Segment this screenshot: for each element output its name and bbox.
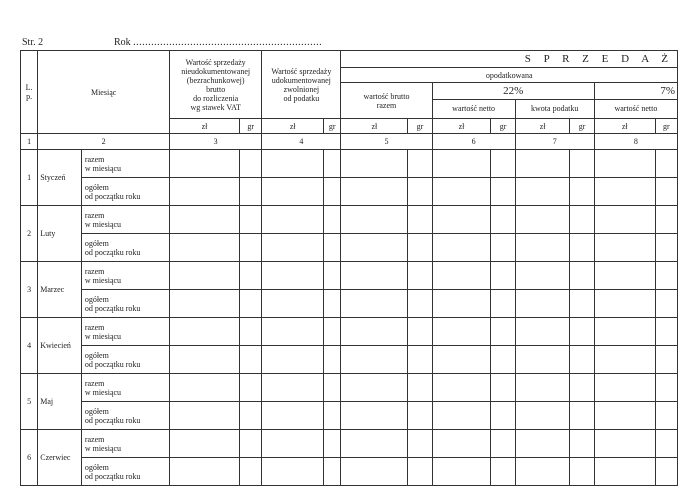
rate22-block [432, 83, 594, 119]
amount-gr-cell[interactable] [408, 178, 432, 206]
col-lp-header: L. p. [21, 51, 38, 134]
amount-gr-cell[interactable] [570, 262, 594, 290]
amount-zl-cell[interactable] [262, 346, 324, 374]
amount-zl-cell[interactable] [515, 430, 570, 458]
amount-zl-cell[interactable] [515, 234, 570, 262]
amount-zl-cell[interactable] [341, 318, 408, 346]
amount-zl-cell[interactable] [341, 234, 408, 262]
amount-zl-cell[interactable] [262, 458, 324, 486]
month-name: Marzec [38, 262, 82, 318]
amount-zl-cell[interactable] [594, 318, 655, 346]
amount-zl-cell[interactable] [432, 346, 491, 374]
amount-gr-cell[interactable] [240, 150, 262, 178]
row-label-cumulative: ogółem od początku roku [81, 178, 169, 206]
amount-gr-cell[interactable] [240, 430, 262, 458]
amount-gr-cell[interactable] [324, 178, 341, 206]
unit-zl: zł [594, 119, 655, 134]
year-dots: ............................................................... [133, 37, 323, 48]
amount-zl-cell[interactable] [594, 346, 655, 374]
amount-gr-cell[interactable] [324, 234, 341, 262]
amount-zl-cell[interactable] [432, 318, 491, 346]
tax-header: kwota podatku [531, 104, 579, 113]
amount-zl-cell[interactable] [170, 206, 240, 234]
unit-gr: gr [240, 119, 262, 134]
amount-zl-cell[interactable] [341, 206, 408, 234]
amount-gr-cell[interactable] [570, 346, 594, 374]
column-number: 4 [262, 134, 341, 150]
month-row [21, 430, 678, 458]
amount-zl-cell[interactable] [594, 430, 655, 458]
month-row [21, 178, 678, 206]
column-number: 8 [594, 134, 677, 150]
amount-zl-cell[interactable] [170, 318, 240, 346]
sales-header: S P R Z E D A Ż [341, 51, 678, 68]
row-label-monthly: razem w miesiącu [81, 262, 169, 290]
column-number: 3 [170, 134, 262, 150]
amount-gr-cell[interactable] [240, 262, 262, 290]
amount-gr-cell[interactable] [408, 234, 432, 262]
amount-zl-cell[interactable] [262, 150, 324, 178]
amount-zl-cell[interactable] [262, 206, 324, 234]
row-label-cumulative: ogółem od początku roku [81, 234, 169, 262]
amount-zl-cell[interactable] [432, 402, 491, 430]
col-gross-header: wartość brutto razem [341, 83, 432, 119]
amount-gr-cell[interactable] [240, 402, 262, 430]
amount-gr-cell[interactable] [655, 150, 677, 178]
amount-zl-cell[interactable] [432, 234, 491, 262]
amount-zl-cell[interactable] [432, 374, 491, 402]
amount-zl-cell[interactable] [170, 346, 240, 374]
month-row [21, 262, 678, 290]
row-number: 5 [21, 374, 38, 430]
unit-zl: zł [341, 119, 408, 134]
month-row [21, 346, 678, 374]
amount-gr-cell[interactable] [240, 374, 262, 402]
row-label-cumulative: ogółem od początku roku [81, 346, 169, 374]
amount-gr-cell[interactable] [655, 178, 677, 206]
amount-gr-cell[interactable] [570, 178, 594, 206]
amount-zl-cell[interactable] [432, 290, 491, 318]
amount-zl-cell[interactable] [515, 374, 570, 402]
amount-gr-cell[interactable] [240, 206, 262, 234]
amount-zl-cell[interactable] [262, 234, 324, 262]
amount-gr-cell[interactable] [408, 290, 432, 318]
amount-gr-cell[interactable] [408, 262, 432, 290]
col-undoc-header: Wartość sprzedaży nieudokumentowanej (bezrachunkowej) brutto do rozliczenia wg stawek VAT [170, 51, 262, 119]
amount-gr-cell[interactable] [491, 346, 515, 374]
amount-gr-cell[interactable] [324, 402, 341, 430]
column-number: 6 [432, 134, 515, 150]
amount-zl-cell[interactable] [170, 402, 240, 430]
unit-zl: zł [262, 119, 324, 134]
amount-gr-cell[interactable] [408, 318, 432, 346]
amount-gr-cell[interactable] [324, 458, 341, 486]
month-name: Kwiecień [38, 318, 82, 374]
unit-zl: zł [432, 119, 491, 134]
amount-zl-cell[interactable] [515, 402, 570, 430]
amount-gr-cell[interactable] [491, 402, 515, 430]
amount-zl-cell[interactable] [594, 178, 655, 206]
net2-header: wartość netto [614, 104, 658, 113]
amount-gr-cell[interactable] [570, 206, 594, 234]
amount-zl-cell[interactable] [341, 178, 408, 206]
amount-gr-cell[interactable] [491, 374, 515, 402]
amount-zl-cell[interactable] [341, 402, 408, 430]
amount-gr-cell[interactable] [570, 402, 594, 430]
rate7-label: 7% [595, 83, 677, 100]
amount-zl-cell[interactable] [262, 430, 324, 458]
row-label-cumulative: ogółem od początku roku [81, 402, 169, 430]
amount-gr-cell[interactable] [570, 234, 594, 262]
amount-gr-cell[interactable] [491, 430, 515, 458]
unit-zl: zł [170, 119, 240, 134]
col-exempt-header: Wartość sprzedaży udokumentowanej zwolnionej od podatku [262, 51, 341, 119]
amount-gr-cell[interactable] [324, 206, 341, 234]
row-number: 4 [21, 318, 38, 374]
amount-gr-cell[interactable] [408, 206, 432, 234]
row-label-monthly: razem w miesiącu [81, 430, 169, 458]
amount-gr-cell[interactable] [240, 234, 262, 262]
amount-gr-cell[interactable] [324, 150, 341, 178]
amount-gr-cell[interactable] [570, 458, 594, 486]
amount-zl-cell[interactable] [515, 346, 570, 374]
amount-zl-cell[interactable] [515, 262, 570, 290]
row-label-cumulative: ogółem od początku roku [81, 290, 169, 318]
amount-zl-cell[interactable] [170, 458, 240, 486]
col-month-header: Miesiąc [38, 51, 170, 134]
amount-zl-cell[interactable] [594, 458, 655, 486]
taxed-header: opodatkowana [341, 68, 678, 83]
amount-gr-cell[interactable] [655, 402, 677, 430]
amount-gr-cell[interactable] [570, 290, 594, 318]
amount-zl-cell[interactable] [262, 374, 324, 402]
unit-gr: gr [655, 119, 677, 134]
amount-zl-cell[interactable] [515, 318, 570, 346]
amount-gr-cell[interactable] [324, 374, 341, 402]
amount-gr-cell[interactable] [655, 458, 677, 486]
column-number-row [21, 134, 678, 150]
amount-gr-cell[interactable] [408, 402, 432, 430]
amount-gr-cell[interactable] [655, 262, 677, 290]
amount-gr-cell[interactable] [491, 178, 515, 206]
amount-zl-cell[interactable] [341, 262, 408, 290]
amount-zl-cell[interactable] [515, 458, 570, 486]
amount-zl-cell[interactable] [432, 206, 491, 234]
amount-gr-cell[interactable] [408, 346, 432, 374]
amount-gr-cell[interactable] [408, 458, 432, 486]
amount-zl-cell[interactable] [341, 150, 408, 178]
amount-zl-cell[interactable] [262, 262, 324, 290]
amount-zl-cell[interactable] [432, 178, 491, 206]
amount-zl-cell[interactable] [594, 234, 655, 262]
amount-zl-cell[interactable] [515, 206, 570, 234]
month-row [21, 290, 678, 318]
year-field[interactable] [114, 37, 322, 48]
year-label: Rok [114, 37, 131, 48]
row-label-monthly: razem w miesiącu [81, 318, 169, 346]
amount-gr-cell[interactable] [491, 262, 515, 290]
amount-gr-cell[interactable] [324, 262, 341, 290]
amount-zl-cell[interactable] [515, 150, 570, 178]
amount-gr-cell[interactable] [491, 150, 515, 178]
amount-zl-cell[interactable] [515, 290, 570, 318]
amount-gr-cell[interactable] [570, 150, 594, 178]
row-number: 6 [21, 430, 38, 486]
month-name: Maj [38, 374, 82, 430]
unit-gr: gr [324, 119, 341, 134]
column-number: 7 [515, 134, 594, 150]
rate22-label: 22% [433, 83, 594, 100]
amount-gr-cell[interactable] [655, 374, 677, 402]
sales-ledger-table [20, 50, 678, 486]
amount-zl-cell[interactable] [341, 458, 408, 486]
amount-gr-cell[interactable] [240, 290, 262, 318]
column-number: 2 [38, 134, 170, 150]
amount-zl-cell[interactable] [432, 430, 491, 458]
amount-zl-cell[interactable] [432, 458, 491, 486]
amount-gr-cell[interactable] [408, 150, 432, 178]
amount-gr-cell[interactable] [655, 234, 677, 262]
rate7-block [594, 83, 677, 119]
row-label-monthly: razem w miesiącu [81, 206, 169, 234]
net-header: wartość netto [433, 100, 516, 118]
amount-zl-cell[interactable] [262, 290, 324, 318]
amount-zl-cell[interactable] [594, 374, 655, 402]
row-label-cumulative: ogółem od początku roku [81, 458, 169, 486]
amount-gr-cell[interactable] [491, 234, 515, 262]
amount-gr-cell[interactable] [324, 430, 341, 458]
amount-gr-cell[interactable] [655, 290, 677, 318]
amount-gr-cell[interactable] [655, 346, 677, 374]
amount-zl-cell[interactable] [594, 402, 655, 430]
unit-gr: gr [491, 119, 515, 134]
month-row [21, 206, 678, 234]
amount-gr-cell[interactable] [570, 430, 594, 458]
amount-gr-cell[interactable] [491, 290, 515, 318]
amount-gr-cell[interactable] [408, 374, 432, 402]
amount-zl-cell[interactable] [170, 150, 240, 178]
amount-zl-cell[interactable] [170, 178, 240, 206]
amount-zl-cell[interactable] [170, 262, 240, 290]
amount-gr-cell[interactable] [240, 178, 262, 206]
month-row [21, 318, 678, 346]
amount-zl-cell[interactable] [341, 290, 408, 318]
amount-zl-cell[interactable] [170, 430, 240, 458]
amount-gr-cell[interactable] [570, 374, 594, 402]
unit-zl: zł [515, 119, 570, 134]
month-row [21, 374, 678, 402]
row-label-monthly: razem w miesiącu [81, 150, 169, 178]
month-row [21, 402, 678, 430]
row-number: 1 [21, 150, 38, 206]
amount-zl-cell[interactable] [432, 150, 491, 178]
amount-zl-cell[interactable] [262, 178, 324, 206]
column-number: 5 [341, 134, 432, 150]
amount-gr-cell[interactable] [408, 430, 432, 458]
month-row [21, 150, 678, 178]
amount-gr-cell[interactable] [240, 318, 262, 346]
amount-zl-cell[interactable] [262, 402, 324, 430]
amount-gr-cell[interactable] [240, 458, 262, 486]
amount-zl-cell[interactable] [432, 262, 491, 290]
amount-gr-cell[interactable] [491, 458, 515, 486]
amount-zl-cell[interactable] [170, 290, 240, 318]
page-number: Str. 2 [22, 37, 44, 48]
amount-zl-cell[interactable] [594, 150, 655, 178]
amount-gr-cell[interactable] [570, 318, 594, 346]
amount-zl-cell[interactable] [341, 430, 408, 458]
month-name: Luty [38, 206, 82, 262]
column-number: 1 [21, 134, 38, 150]
amount-zl-cell[interactable] [341, 346, 408, 374]
amount-gr-cell[interactable] [324, 290, 341, 318]
amount-zl-cell[interactable] [170, 234, 240, 262]
amount-zl-cell[interactable] [594, 290, 655, 318]
month-row [21, 234, 678, 262]
row-number: 2 [21, 206, 38, 262]
amount-zl-cell[interactable] [515, 178, 570, 206]
amount-gr-cell[interactable] [324, 318, 341, 346]
amount-gr-cell[interactable] [655, 206, 677, 234]
amount-gr-cell[interactable] [491, 318, 515, 346]
amount-gr-cell[interactable] [655, 430, 677, 458]
amount-gr-cell[interactable] [324, 346, 341, 374]
month-row [21, 458, 678, 486]
amount-zl-cell[interactable] [262, 318, 324, 346]
month-name: Czerwiec [38, 430, 82, 486]
unit-gr: gr [408, 119, 432, 134]
amount-zl-cell[interactable] [594, 206, 655, 234]
amount-zl-cell[interactable] [341, 374, 408, 402]
amount-gr-cell[interactable] [240, 346, 262, 374]
amount-zl-cell[interactable] [170, 374, 240, 402]
amount-gr-cell[interactable] [655, 318, 677, 346]
row-label-monthly: razem w miesiącu [81, 374, 169, 402]
month-name: Styczeń [38, 150, 82, 206]
unit-gr: gr [570, 119, 594, 134]
amount-zl-cell[interactable] [594, 262, 655, 290]
amount-gr-cell[interactable] [491, 206, 515, 234]
row-number: 3 [21, 262, 38, 318]
